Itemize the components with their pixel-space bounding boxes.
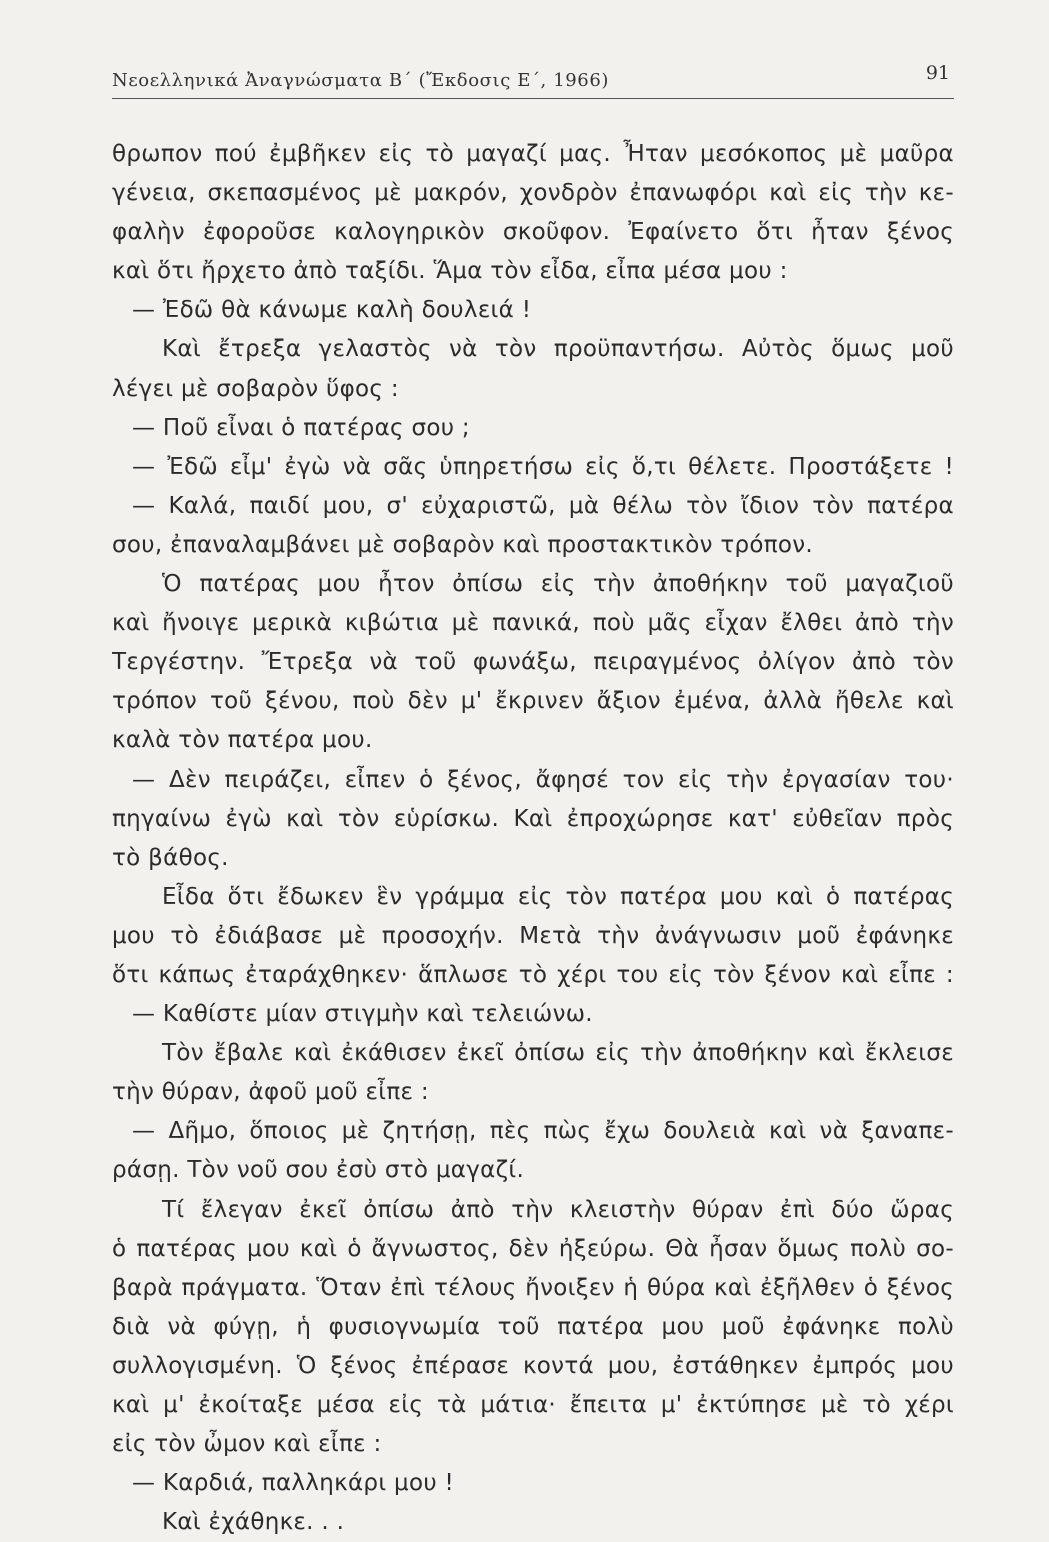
text-line: — Καθίστε μίαν στιγμὴν καὶ τελειώνω.	[132, 1001, 593, 1028]
text-line: Εἶδα ὅτι ἔδωκεν ἓν γράμμα εἰς τὸν πατέρα μου καὶ ὁ πατέρας	[162, 883, 954, 910]
text-line: συλλογισμένη. Ὁ ξένος ἐπέρασε κοντά μου, ἐστάθηκεν ἐμπρός μου	[112, 1352, 954, 1379]
text-line: τὸ βάθος.	[112, 844, 229, 871]
text-line: καὶ ὅτι ἤρχετο ἀπὸ ταξίδι. Ἅμα τὸν εἶδα, εἶπα μέσα μου :	[112, 258, 788, 285]
text-line: διὰ νὰ φύγῃ, ἡ φυσιογνωμία τοῦ πατέρα μου μοῦ ἐφάνηκε πολὺ	[112, 1313, 954, 1340]
header-title: Νεοελληνικά Ἀναγνώσματα Β΄ (Ἔκδοσις Ε΄, 1966)	[112, 70, 610, 91]
text-line: Ὁ πατέρας μου ἦτον ὀπίσω εἰς τὴν ἀποθήκην τοῦ μαγαζιοῦ	[162, 571, 954, 598]
text-line: εἰς τὸν ὦμον καὶ εἶπε :	[112, 1431, 382, 1458]
text-line: Τεργέστην. Ἔτρεξα νὰ τοῦ φωνάξω, πειραγμένος ὀλίγον ἀπὸ τὸν	[112, 649, 954, 676]
text-line: — Ποῦ εἶναι ὁ πατέρας σου ;	[132, 414, 470, 441]
text-line: — Ἐδῶ θὰ κάνωμε καλὴ δουλειά !	[132, 297, 532, 324]
text-line: καλὰ τὸν πατέρα μου.	[112, 727, 373, 754]
text-line: θρωπον πού ἐμβῆκεν εἰς τὸ μαγαζί μας. Ἦταν μεσόκοπος μὲ μαῦρα	[112, 141, 954, 167]
text-line: πηγαίνω ἐγὼ καὶ τὸν εὑρίσκω. Καὶ ἐπροχώρησε κατ' εὐθεῖαν πρὸς	[112, 805, 954, 832]
text-line: ράσῃ. Τὸν νοῦ σου ἐσὺ στὸ μαγαζί.	[112, 1157, 525, 1184]
text-line: φαλὴν ἐφοροῦσε καλογηρικὸν σκοῦφον. Ἐφαίνετο ὅτι ἦταν ξένος	[112, 219, 954, 246]
text-line: λέγει μὲ σοβαρὸν ὕφος :	[112, 375, 399, 402]
text-line: τὴν θύραν, ἀφοῦ μοῦ εἶπε :	[112, 1079, 429, 1106]
text-line: ὅτι κάπως ἐταράχθηκεν· ἅπλωσε τὸ χέρι του εἰς τὸν ξένον καὶ εἶπε :	[112, 961, 954, 988]
text-line: βαρὰ πράγματα. Ὅταν ἐπὶ τέλους ἤνοιξεν ἡ θύρα καὶ ἐξῆλθεν ὁ ξένος	[112, 1274, 954, 1301]
text-line: Τὸν ἔβαλε καὶ ἐκάθισεν ἐκεῖ ὀπίσω εἰς τὴν ἀποθήκην καὶ ἔκλεισε	[162, 1040, 954, 1067]
text-line: Καὶ ἐχάθηκε. . .	[162, 1509, 345, 1536]
text-line: σου, ἐπαναλαμβάνει μὲ σοβαρὸν καὶ προστακτικὸν τρόπον.	[112, 531, 814, 558]
text-line: ὁ πατέρας μου καὶ ὁ ἄγνωστος, δὲν ἠξεύρω. Θὰ ἦσαν ὅμως πολὺ σο-	[112, 1235, 954, 1262]
text-line: — Δὲν πειράζει, εἶπεν ὁ ξένος, ἄφησέ τον εἰς τὴν ἐργασίαν του·	[132, 766, 954, 793]
text-line: καὶ μ' ἐκοίταξε μέσα εἰς τὰ μάτια· ἔπειτα μ' ἐκτύπησε μὲ τὸ χέρι	[112, 1392, 954, 1418]
text-line: μου τὸ ἐδιάβασε μὲ προσοχήν. Μετὰ τὴν ἀνάγνωσιν μοῦ ἐφάνηκε	[112, 922, 954, 949]
page-number: 91	[925, 62, 950, 84]
body-text	[112, 135, 954, 1542]
running-header	[112, 62, 954, 99]
text-line: Καὶ ἔτρεξα γελαστὸς νὰ τὸν προϋπαντήσω. Αὐτὸς ὅμως μοῦ	[162, 336, 954, 363]
text-line: — Δῆμο, ὅποιος μὲ ζητήσῃ, πὲς πὼς ἔχω δουλειὰ καὶ νὰ ξαναπε-	[132, 1118, 954, 1145]
text-line: — Καρδιά, παλληκάρι μου !	[132, 1470, 455, 1497]
text-line: — Καλά, παιδί μου, σ' εὐχαριστῶ, μὰ θέλω τὸν ἴδιον τὸν πατέρα	[132, 492, 954, 519]
text-line: καὶ ἤνοιγε μερικὰ κιβώτια μὲ πανικά, ποὺ μᾶς εἶχαν ἔλθει ἀπὸ τὴν	[112, 610, 954, 637]
text-line: τρόπον τοῦ ξένου, ποὺ δὲν μ' ἔκρινεν ἄξιον ἐμένα, ἀλλὰ ἤθελε καὶ	[112, 688, 954, 715]
text-line: γένεια, σκεπασμένος μὲ μακρόν, χονδρὸν ἐπανωφόρι καὶ εἰς τὴν κε-	[112, 180, 954, 207]
text-line: — Ἐδῶ εἶμ' ἐγὼ νὰ σᾶς ὑπηρετήσω εἰς ὅ,τι θέλετε. Προστάξετε !	[132, 453, 954, 480]
text-line: Τί ἔλεγαν ἐκεῖ ὀπίσω ἀπὸ τὴν κλειστὴν θύραν ἐπὶ δύο ὥρας	[162, 1196, 954, 1223]
